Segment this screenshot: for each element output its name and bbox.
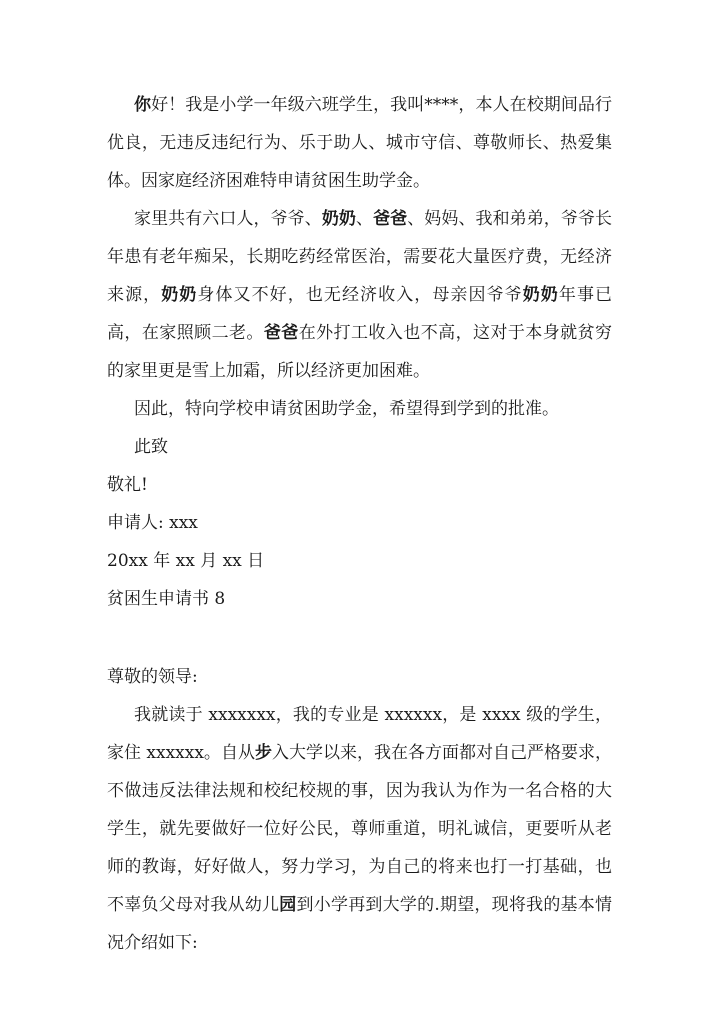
bold-text: 奶奶 xyxy=(522,285,559,305)
bold-text: 你 xyxy=(134,95,152,115)
applicant-line: 申请人: xxx xyxy=(107,513,198,533)
bold-text: 园 xyxy=(279,895,297,915)
closing-line: 此致 xyxy=(134,437,168,457)
paragraph-text: 、妈妈、我和弟弟，爷爷长年患有老年痴呆，长期吃药经常医治，需要花大量医疗费，无经济来源， xyxy=(107,209,613,305)
paragraph-text: 身体又不好，也无经济收入，母亲因爷爷 xyxy=(197,285,523,305)
letter1-paragraph-3: 因此，特向学校申请贫困助学金，希望得到学到的批准。 xyxy=(134,399,559,419)
bold-text: 奶奶 xyxy=(161,285,198,305)
paragraph-text: 我就读于 xxxxxxx，我的专业是 xxxxxx，是 xxxx 级的学生，家住 xxxxxx。自从 xyxy=(107,705,612,763)
paragraph-text: 家里共有六口人，爷爷、 xyxy=(134,209,322,229)
salute-line: 敬礼! xyxy=(107,475,148,495)
letter1-paragraph-2 xyxy=(107,200,612,390)
bold-text: 爸爸 xyxy=(263,323,299,343)
document-page xyxy=(107,86,612,962)
section-subtitle: 贫困生申请书 8 xyxy=(107,589,226,609)
section-gap xyxy=(107,618,612,658)
letter1-paragraph-1 xyxy=(107,86,612,200)
paragraph-text: 在外打工收入也不高，这对于本身就贫穷的家里更是雪上加霜，所以经济更加困难。 xyxy=(107,323,613,381)
paragraph-text: 入大学以来，我在各方面都对自己严格要求，不做违反法律法规和校纪校规的事，因为我认为作为一名合格的大学生，就先要做好一位好公民，尊师重道，明礼诚信，更要听从老师的教诲，好好做人，努力学习，为自己的将来也打一打基础，也不辜负父母对我从幼儿 xyxy=(107,743,613,915)
paragraph-text: 好！我是小学一年级六班学生，我叫****，本人在校期间品行优良，无违反违纪行为、乐于助人、城市守信、尊敬师长、热爱集体。因家庭经济困难特申请贫困生助学金。 xyxy=(107,95,613,191)
date-line: 20xx 年 xx 月 xx 日 xyxy=(107,551,265,571)
bold-text: 步 xyxy=(254,743,272,763)
bold-text: 奶奶 xyxy=(321,209,356,229)
paragraph-text: 、 xyxy=(355,209,374,229)
bold-text: 爸爸 xyxy=(373,209,408,229)
paragraph-text: 到小学再到大学的.期望，现将我的基本情况介绍如下: xyxy=(107,895,613,953)
letter2-greeting: 尊敬的领导: xyxy=(107,667,198,687)
paragraph-text: 年事已高，在家照顾二老。 xyxy=(107,285,613,343)
letter2-paragraph-1 xyxy=(107,696,612,962)
